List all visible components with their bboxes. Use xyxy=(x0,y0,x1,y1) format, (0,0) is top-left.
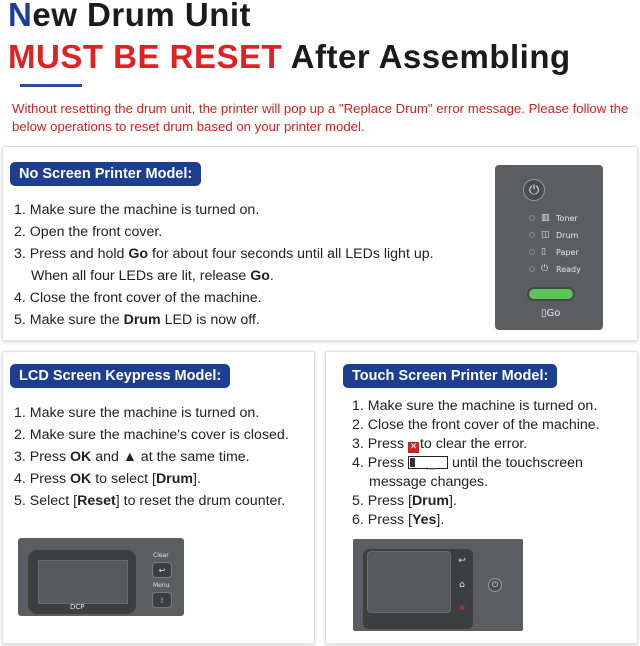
done-button-icon: Done xyxy=(408,456,448,469)
subtitle-dark: After Assembling xyxy=(290,38,571,75)
go-label: ▯Go xyxy=(541,308,561,319)
intro-text: Without resetting the drum unit, the printer will pop up a "Replace Drum" error message. Please follow the below operations to reset drum based on your printer model. xyxy=(12,101,629,134)
step: 4. Close the front cover of the machine. xyxy=(14,290,262,306)
step: 5. Select [Reset] to reset the drum counter. xyxy=(14,493,286,509)
subtitle-red: MUST BE RESET xyxy=(8,38,283,75)
no-screen-badge: No Screen Printer Model: xyxy=(10,162,201,186)
step: 3. Press ✕ to clear the error. xyxy=(352,436,528,452)
lcd-badge: LCD Screen Keypress Model: xyxy=(10,364,230,388)
clear-button[interactable] xyxy=(152,562,172,578)
step-continued: message changes. xyxy=(369,474,489,490)
touch-badge: Touch Screen Printer Model: xyxy=(343,364,557,388)
subtitle xyxy=(8,38,571,76)
menu-icon: ⁞ xyxy=(160,595,164,605)
title-rest: ew Drum Unit xyxy=(32,0,252,33)
menu-button[interactable] xyxy=(152,592,172,608)
step: 3. Press and hold Go for about four seconds until all LEDs light up. xyxy=(14,246,434,262)
drum-icon: ◫ xyxy=(541,230,550,240)
touchscreen xyxy=(367,551,451,613)
led-toner: ▥ Toner xyxy=(529,211,578,225)
step-continued: When all four LEDs are lit, release Go. xyxy=(31,268,274,284)
toner-icon: ▥ xyxy=(541,213,550,223)
power-icon[interactable]: ⏻ xyxy=(488,578,502,592)
no-screen-control-panel xyxy=(495,165,603,330)
back-icon: ↩ xyxy=(158,565,166,575)
touch-control-panel xyxy=(353,539,523,631)
cancel-icon[interactable]: ✕ xyxy=(458,604,466,614)
led-paper: ▯ Paper xyxy=(529,245,579,259)
back-icon[interactable]: ↩ xyxy=(458,556,466,566)
lcd-steps xyxy=(14,402,289,512)
step: 6. Press [Yes]. xyxy=(352,512,445,528)
step: 2. Open the front cover. xyxy=(14,224,163,240)
ready-icon: ⏻ xyxy=(541,264,549,274)
step: 1. Make sure the machine is turned on. xyxy=(352,398,598,414)
main-title xyxy=(8,0,251,34)
step: 5. Make sure the Drum LED is now off. xyxy=(14,312,260,328)
led-drum: ◫ Drum xyxy=(529,228,578,242)
led-ready: ⏻ Ready xyxy=(529,262,581,276)
power-icon: ⏻ xyxy=(523,179,545,201)
paper-icon: ▯ xyxy=(541,247,546,257)
step: 3. Press OK and ▲ at the same time. xyxy=(14,449,250,465)
go-icon: ▯ xyxy=(541,308,547,319)
lcd-control-panel xyxy=(18,538,184,616)
title-initial: N xyxy=(8,0,33,33)
brand-label: DCP xyxy=(70,603,85,611)
close-x-icon: ✕ xyxy=(409,442,418,452)
step: 5. Press [Drum]. xyxy=(352,493,457,509)
step: 4. Press Done until the touchscreen xyxy=(352,455,583,471)
go-button[interactable] xyxy=(527,287,575,301)
step: 4. Press OK to select [Drum]. xyxy=(14,471,201,487)
title-underline xyxy=(20,84,82,87)
clear-label: Clear xyxy=(153,552,169,559)
step: 1. Make sure the machine is turned on. xyxy=(14,202,260,218)
step: 1. Make sure the machine is turned on. xyxy=(14,405,260,421)
no-screen-steps xyxy=(14,199,434,331)
step: 2. Make sure the machine's cover is closed. xyxy=(14,427,289,443)
lcd-screen xyxy=(38,560,128,604)
touch-steps xyxy=(352,397,600,530)
step: 2. Close the front cover of the machine. xyxy=(352,417,600,433)
menu-label: Menu xyxy=(153,582,170,589)
home-icon[interactable]: ⌂ xyxy=(459,580,465,590)
